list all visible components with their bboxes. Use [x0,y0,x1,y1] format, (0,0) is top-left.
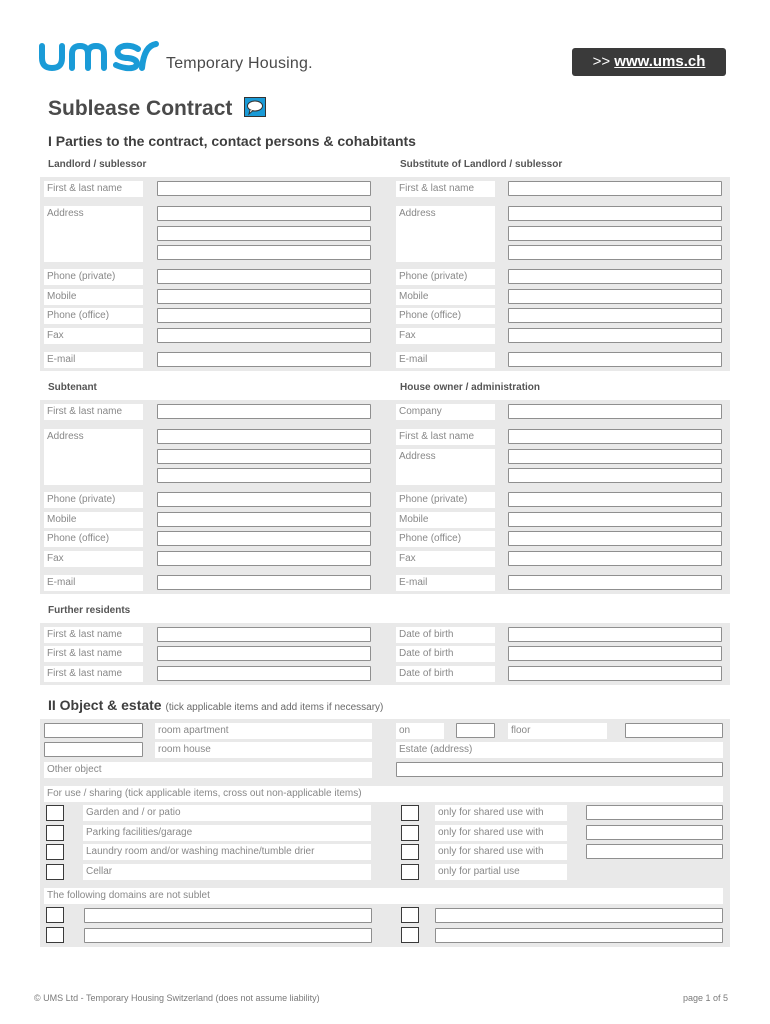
label-mobile: Mobile [396,512,495,528]
label-mobile: Mobile [396,289,495,305]
owner-email-field[interactable] [508,575,722,590]
subtenant-mobile-field[interactable] [157,512,371,527]
landlord-name-field[interactable] [157,181,371,196]
not-sublet-checkbox-3[interactable] [46,927,64,943]
label-email: E-mail [44,352,143,368]
page-title: Sublease Contract [48,97,233,120]
not-sublet-checkbox-1[interactable] [46,907,64,923]
owner-fax-field[interactable] [508,551,722,566]
floor-extra-field[interactable] [625,723,723,738]
subtenant-email-field[interactable] [157,575,371,590]
landlord-address-field-3[interactable] [157,245,371,260]
subtenant-phone-private-field[interactable] [157,492,371,507]
label-phone-office: Phone (office) [396,308,495,324]
label-mobile: Mobile [44,289,143,305]
resident1-dob-field[interactable] [508,627,722,642]
garden-shared-checkbox[interactable] [401,805,419,821]
label-address: Address [44,429,143,485]
label-address: Address [396,206,495,262]
owner-mobile-field[interactable] [508,512,722,527]
owner-phone-private-field[interactable] [508,492,722,507]
label-room-apartment: room apartment [155,723,372,739]
owner-heading: House owner / administration [400,382,541,393]
label-phone-office: Phone (office) [396,531,495,547]
label-name: First & last name [44,404,143,420]
resident3-dob-field[interactable] [508,666,722,681]
footer-page-number: page 1 of 5 [683,993,729,1003]
landlord-phone-office-field[interactable] [157,308,371,323]
owner-address-field-1[interactable] [508,449,722,464]
cellar-partial-checkbox[interactable] [401,864,419,880]
garden-shared-with-field[interactable] [586,805,723,820]
label-laundry: Laundry room and/or washing machine/tumble drier [83,844,371,860]
subtenant-fax-field[interactable] [157,551,371,566]
laundry-checkbox[interactable] [46,844,64,860]
resident3-name-field[interactable] [157,666,371,681]
rooms-apartment-field[interactable] [44,723,143,738]
parking-checkbox[interactable] [46,825,64,841]
section2-subtitle: (tick applicable items and add items if necessary) [165,702,384,713]
laundry-shared-with-field[interactable] [586,844,723,859]
section2-title [48,697,383,713]
subtenant-address-field-3[interactable] [157,468,371,483]
label-phone-private: Phone (private) [396,269,495,285]
website-link[interactable] [572,48,726,76]
label-other-object: Other object [44,762,372,778]
label-email: E-mail [396,575,495,591]
residents-heading: Further residents [48,605,131,616]
landlord-address-field-1[interactable] [157,206,371,221]
label-parking: Parking facilities/garage [83,825,371,841]
substitute-phone-office-field[interactable] [508,308,722,323]
landlord-address-field-2[interactable] [157,226,371,241]
label-phone-private: Phone (private) [44,492,143,508]
label-dob: Date of birth [396,646,495,662]
subtenant-phone-office-field[interactable] [157,531,371,546]
label-on: on [396,723,444,739]
label-name: First & last name [44,181,143,197]
owner-company-field[interactable] [508,404,722,419]
parking-shared-with-field[interactable] [586,825,723,840]
label-garden: Garden and / or patio [83,805,371,821]
label-name: First & last name [396,181,495,197]
estate-address-field[interactable] [396,762,723,777]
label-room-house: room house [155,742,372,758]
label-name: First & last name [44,666,143,682]
label-partial-use: only for partial use [435,864,567,880]
label-shared-use: only for shared use with [435,844,567,860]
landlord-fax-field[interactable] [157,328,371,343]
landlord-email-field[interactable] [157,352,371,367]
label-estate: Estate (address) [396,742,723,758]
resident2-name-field[interactable] [157,646,371,661]
label-name: First & last name [44,627,143,643]
subtenant-name-field[interactable] [157,404,371,419]
tagline: Temporary Housing. [166,55,313,72]
subtenant-address-field-1[interactable] [157,429,371,444]
label-floor: floor [508,723,607,739]
not-sublet-checkbox-2[interactable] [401,907,419,923]
substitute-address-field-2[interactable] [508,226,722,241]
floor-number-field[interactable] [456,723,495,738]
section1-title: I Parties to the contract, contact persons & cohabitants [48,133,416,149]
label-phone-private: Phone (private) [396,492,495,508]
label-phone-office: Phone (office) [44,531,143,547]
footer-copyright: © UMS Ltd - Temporary Housing Switzerland (does not assume liability) [34,993,320,1003]
landlord-phone-private-field[interactable] [157,269,371,284]
label-shared-use: only for shared use with [435,825,567,841]
label-cellar: Cellar [83,864,371,880]
rooms-house-field[interactable] [44,742,143,757]
subtenant-heading: Subtenant [48,382,97,393]
landlord-heading: Landlord / sublessor [48,159,147,170]
label-phone-office: Phone (office) [44,308,143,324]
link-text[interactable]: www.ums.ch [614,53,706,70]
substitute-heading: Substitute of Landlord / sublessor [400,159,563,170]
not-sublet-field-3[interactable] [84,928,372,943]
substitute-name-field[interactable] [508,181,722,196]
owner-phone-office-field[interactable] [508,531,722,546]
landlord-mobile-field[interactable] [157,289,371,304]
label-email: E-mail [396,352,495,368]
not-sublet-field-1[interactable] [84,908,372,923]
label-fax: Fax [396,551,495,567]
parking-shared-checkbox[interactable] [401,825,419,841]
substitute-mobile-field[interactable] [508,289,722,304]
label-phone-private: Phone (private) [44,269,143,285]
resident1-name-field[interactable] [157,627,371,642]
substitute-fax-field[interactable] [508,328,722,343]
label-fax: Fax [44,328,143,344]
label-use-sharing: For use / sharing (tick applicable items, cross out non-applicable items) [44,786,723,802]
owner-name-field[interactable] [508,429,722,444]
label-email: E-mail [44,575,143,591]
resident2-dob-field[interactable] [508,646,722,661]
substitute-email-field[interactable] [508,352,722,367]
substitute-phone-private-field[interactable] [508,269,722,284]
label-address: Address [396,449,495,485]
label-fax: Fax [44,551,143,567]
label-not-sublet: The following domains are not sublet [44,888,723,904]
label-name: First & last name [396,429,495,445]
substitute-address-field-3[interactable] [508,245,722,260]
link-prefix: >> [592,53,611,70]
subtenant-address-field-2[interactable] [157,449,371,464]
garden-checkbox[interactable] [46,805,64,821]
label-dob: Date of birth [396,627,495,643]
section2-title-text: II Object & estate [48,697,162,713]
label-fax: Fax [396,328,495,344]
label-dob: Date of birth [396,666,495,682]
not-sublet-field-4[interactable] [435,928,723,943]
label-shared-use: only for shared use with [435,805,567,821]
comment-icon[interactable] [244,97,266,117]
ums-logo [38,40,160,74]
owner-address-field-2[interactable] [508,468,722,483]
label-name: First & last name [44,646,143,662]
laundry-shared-checkbox[interactable] [401,844,419,860]
cellar-checkbox[interactable] [46,864,64,880]
substitute-address-field-1[interactable] [508,206,722,221]
label-address: Address [44,206,143,262]
label-mobile: Mobile [44,512,143,528]
label-company: Company [396,404,495,420]
not-sublet-field-2[interactable] [435,908,723,923]
not-sublet-checkbox-4[interactable] [401,927,419,943]
